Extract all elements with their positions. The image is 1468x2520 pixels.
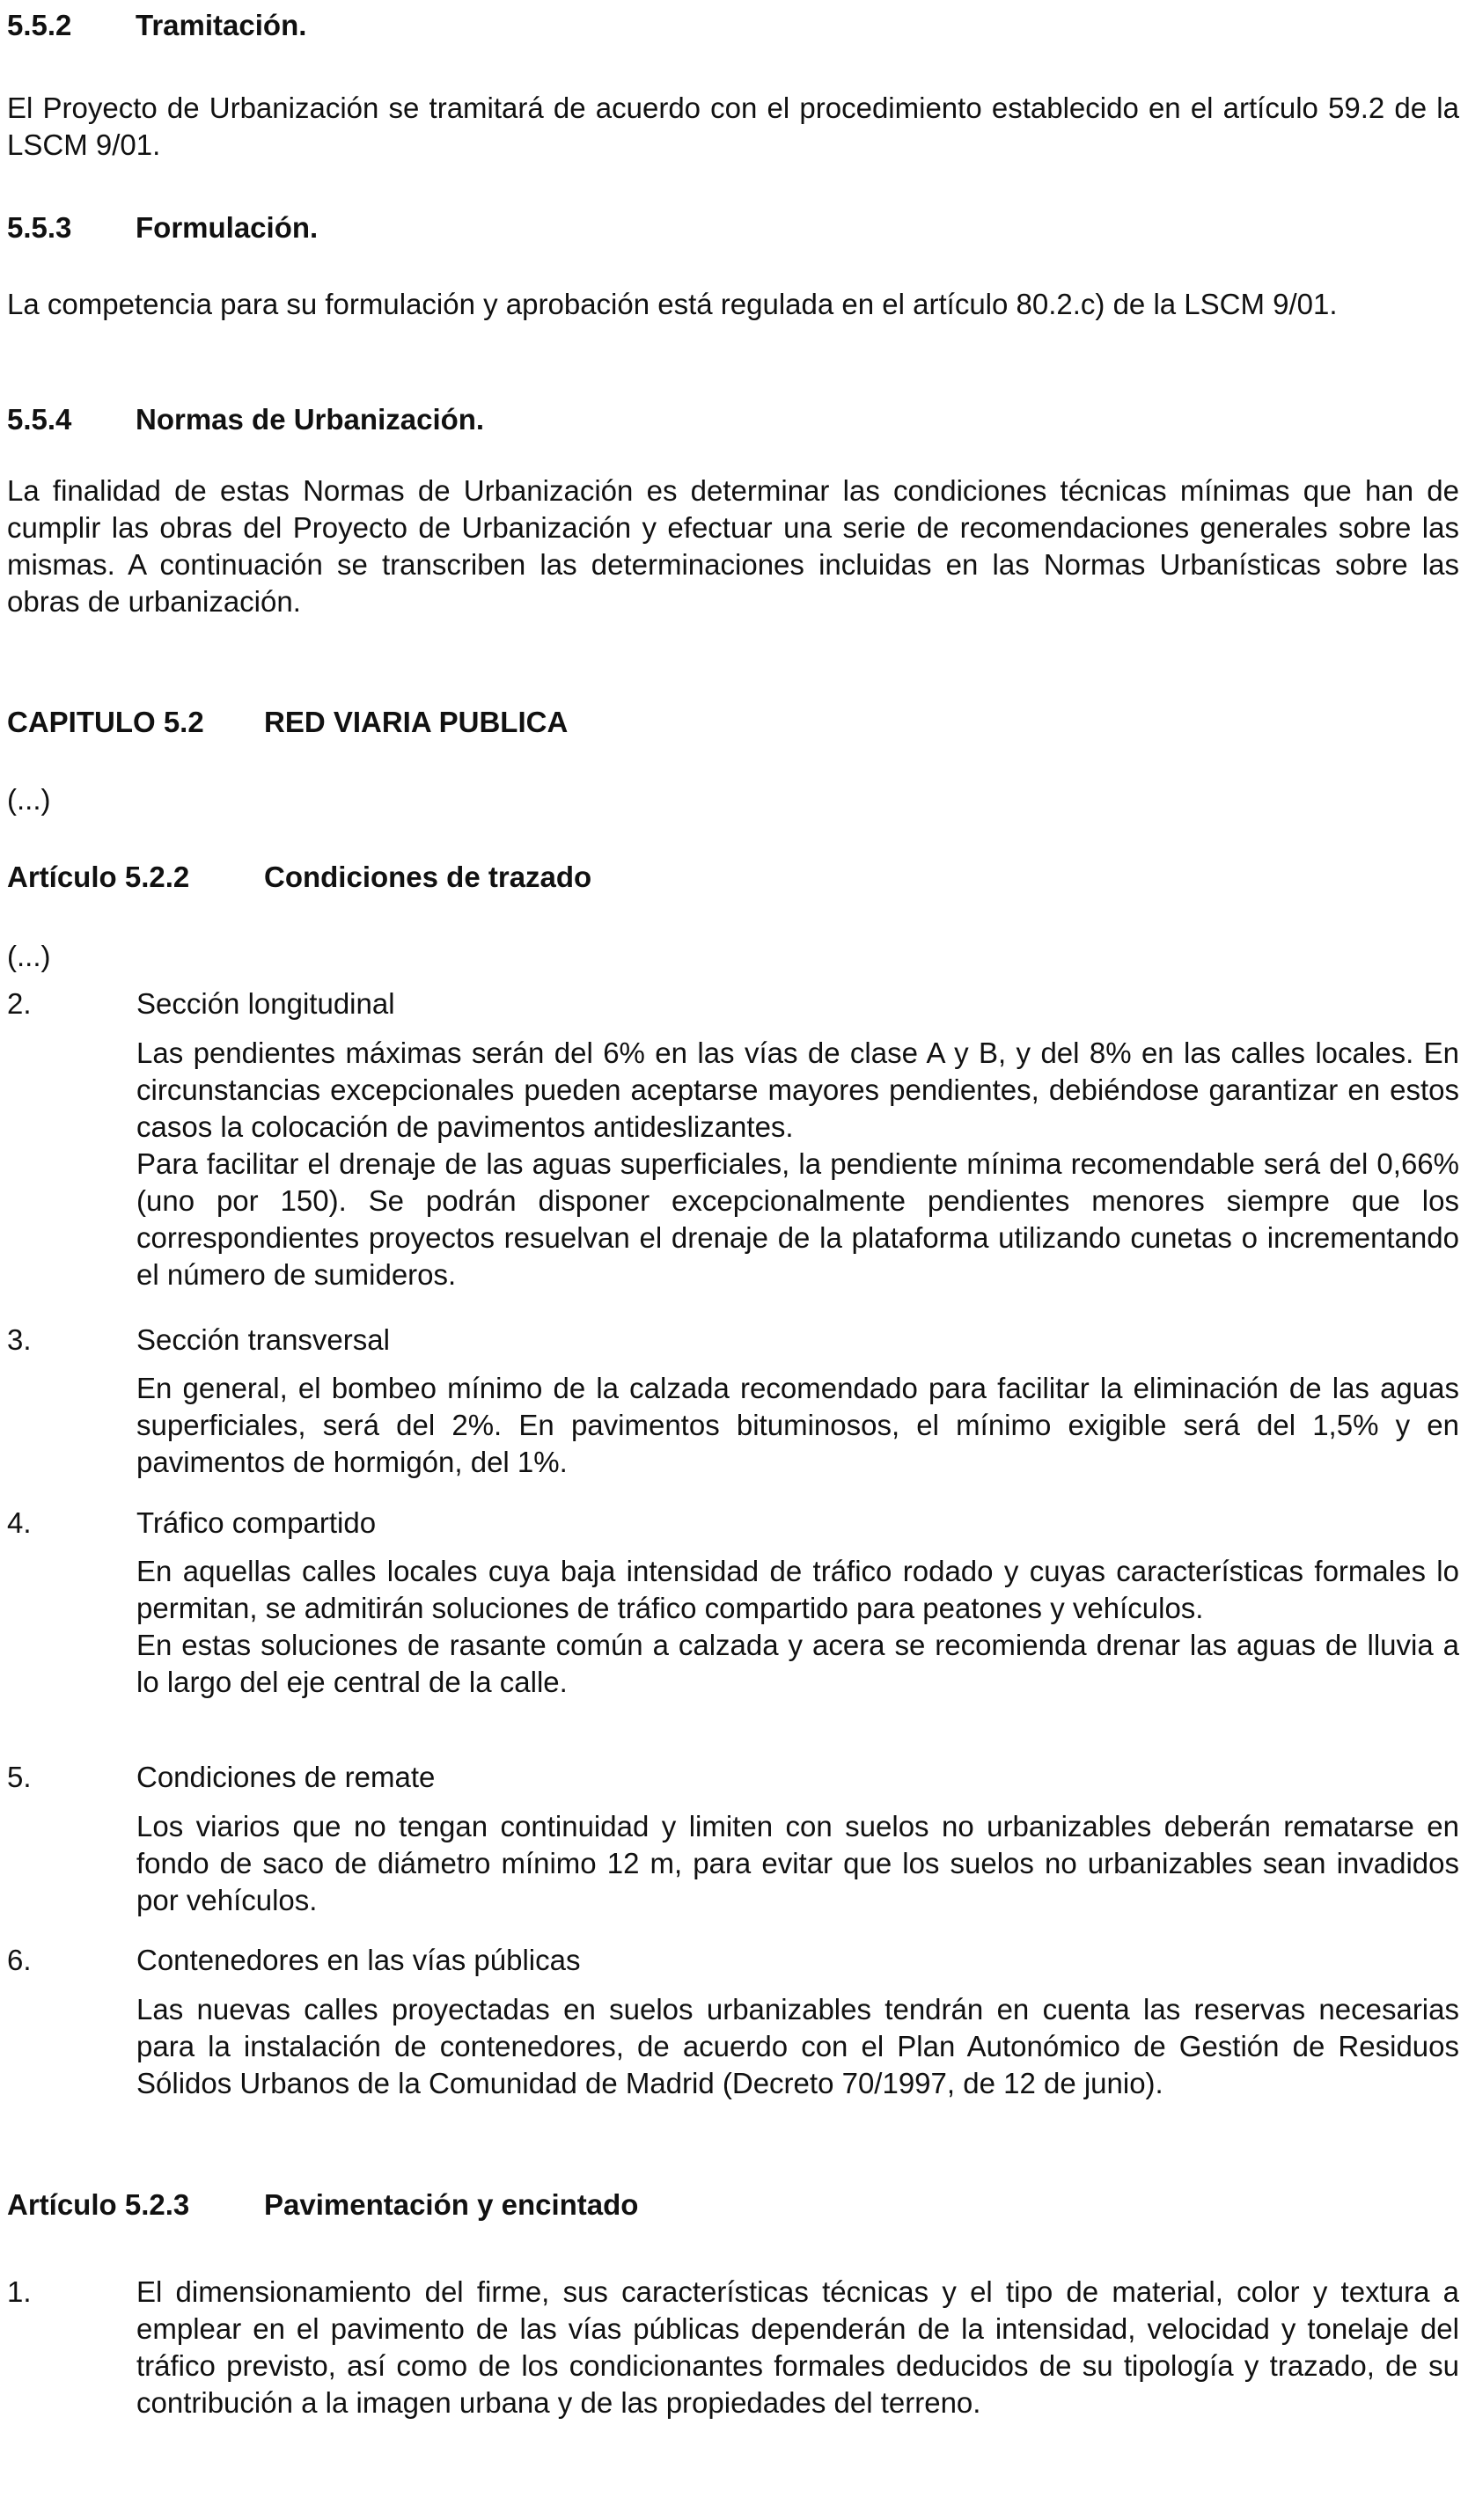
list-item-2-title <box>7 985 1459 1022</box>
list-item-2-body <box>136 1035 1459 1293</box>
article-title-row <box>7 859 1459 896</box>
item-title: Condiciones de remate <box>136 1761 436 1793</box>
item-number: 2. <box>7 987 32 1020</box>
section-5-5-3-body <box>7 286 1459 323</box>
article-5-2-3-item-1 <box>7 2274 1459 2421</box>
paragraph: El Proyecto de Urbanización se tramitará de acuerdo con el procedimiento establecido en el artículo 59.2 de la LSCM 9/01. <box>7 92 1459 161</box>
article-title: Condiciones de trazado <box>264 861 592 893</box>
item-title: Contenedores en las vías públicas <box>136 1944 581 1976</box>
paragraph: La finalidad de estas Normas de Urbanización es determinar las condiciones técnicas mínimas que han de cumplir las obras del Proyecto de Urbanización y efectuar una serie de recomendaciones generales sobre las mismas. A continuación se transcriben las determinaciones incluidas en las Normas Urbanísticas sobre las obras de urbanización. <box>7 474 1459 618</box>
item-number: 5. <box>7 1761 32 1793</box>
section-5-5-2-body <box>7 90 1459 164</box>
list-item-6-body <box>136 1991 1459 2102</box>
item-number: 1. <box>7 2275 32 2308</box>
paragraph: En aquellas calles locales cuya baja intensidad de tráfico rodado y cuyas características formales lo permitan, se admitirán soluciones de tráfico compartido para peatones y vehículos. <box>136 1555 1459 1624</box>
section-5-5-3 <box>7 209 1459 246</box>
paragraph: El dimensionamiento del firme, sus características técnicas y el tipo de material, color y textura a emplear en el pavimento de las vías públicas dependerán de la intensidad, velocidad y tonelaje del tráfico previsto, así como de los condicionantes formales deducidos de su tipología y trazado, de su contribución a la imagen urbana y de las propiedades del terreno. <box>136 2275 1459 2419</box>
item-number: 6. <box>7 1944 32 1976</box>
article-number: Artículo 5.2.2 <box>7 861 190 893</box>
item-title: Sección longitudinal <box>136 987 395 1020</box>
item-number: 3. <box>7 1323 32 1356</box>
ellipsis <box>7 938 1459 975</box>
paragraph: En general, el bombeo mínimo de la calzada recomendado para facilitar la eliminación de las aguas superficiales, será del 2%. En pavimentos bituminosos, el mínimo exigible será del 1,5% y en pavimentos de hormigón, del 1%. <box>136 1372 1459 1478</box>
list-item-5-body <box>136 1808 1459 1919</box>
article-5-2-2-heading <box>7 859 1459 896</box>
paragraph: Para facilitar el drenaje de las aguas superficiales, la pendiente mínima recomendable será del 0,66% (uno por 150). Se podrán disponer excepcionalmente pendientes menores siempre que los correspondientes proyectos resuelvan el drenaje de la plataforma utilizando cunetas o incrementando el número de sumideros. <box>136 1147 1459 1291</box>
item-title: Tráfico compartido <box>136 1506 377 1539</box>
ellipsis <box>7 781 1459 818</box>
section-5-5-4-body <box>7 472 1459 620</box>
item-title: Sección transversal <box>136 1323 390 1356</box>
chapter-number: CAPITULO 5.2 <box>7 706 204 738</box>
section-heading <box>7 401 1459 438</box>
paragraph: En estas soluciones de rasante común a calzada y acera se recomienda drenar las aguas de lluvia a lo largo del eje central de la calle. <box>136 1629 1459 1698</box>
list-item-3-body <box>136 1370 1459 1481</box>
section-heading <box>7 209 1459 246</box>
paragraph: Los viarios que no tengan continuidad y limiten con suelos no urbanizables deberán rematarse en fondo de saco de diámetro mínimo 12 m, para evitar que los suelos no urbanizables sean invadidos por vehículos. <box>136 1810 1459 1916</box>
paragraph: La competencia para su formulación y aprobación está regulada en el artículo 80.2.c) de la LSCM 9/01. <box>7 288 1338 320</box>
section-title: Formulación. <box>136 211 319 244</box>
section-number: 5.5.2 <box>7 9 72 41</box>
section-number: 5.5.3 <box>7 211 72 244</box>
ellipsis-text: (...) <box>7 783 51 816</box>
chapter-title-row <box>7 704 1459 741</box>
section-number: 5.5.4 <box>7 403 72 436</box>
article-title-row <box>7 2187 1459 2223</box>
list-item-6-title <box>7 1942 1459 1979</box>
chapter-heading <box>7 704 1459 741</box>
list-item-4-title <box>7 1505 1459 1542</box>
article-number: Artículo 5.2.3 <box>7 2188 190 2221</box>
list-item-4-body <box>136 1553 1459 1701</box>
section-5-5-4 <box>7 401 1459 438</box>
list-item-3-title <box>7 1322 1459 1359</box>
section-5-5-2 <box>7 7 1459 44</box>
item-number: 4. <box>7 1506 32 1539</box>
section-title: Tramitación. <box>136 9 307 41</box>
paragraph: Las pendientes máximas serán del 6% en las vías de clase A y B, y del 8% en las calles locales. En circunstancias excepcionales pueden aceptarse mayores pendientes, debiéndose garantizar en estos casos la colocación de pavimentos antideslizantes. <box>136 1037 1459 1143</box>
chapter-title: RED VIARIA PUBLICA <box>264 706 569 738</box>
section-title: Normas de Urbanización. <box>136 403 485 436</box>
ellipsis-text: (...) <box>7 940 51 972</box>
section-heading <box>7 7 1459 44</box>
article-5-2-3-heading <box>7 2187 1459 2223</box>
list-item-5-title <box>7 1759 1459 1796</box>
article-title: Pavimentación y encintado <box>264 2188 639 2221</box>
paragraph: Las nuevas calles proyectadas en suelos urbanizables tendrán en cuenta las reservas necesarias para la instalación de contenedores, de acuerdo con el Plan Autonómico de Gestión de Residuos Sólidos Urbanos de la Comunidad de Madrid (Decreto 70/1997, de 12 de junio). <box>136 1993 1459 2099</box>
